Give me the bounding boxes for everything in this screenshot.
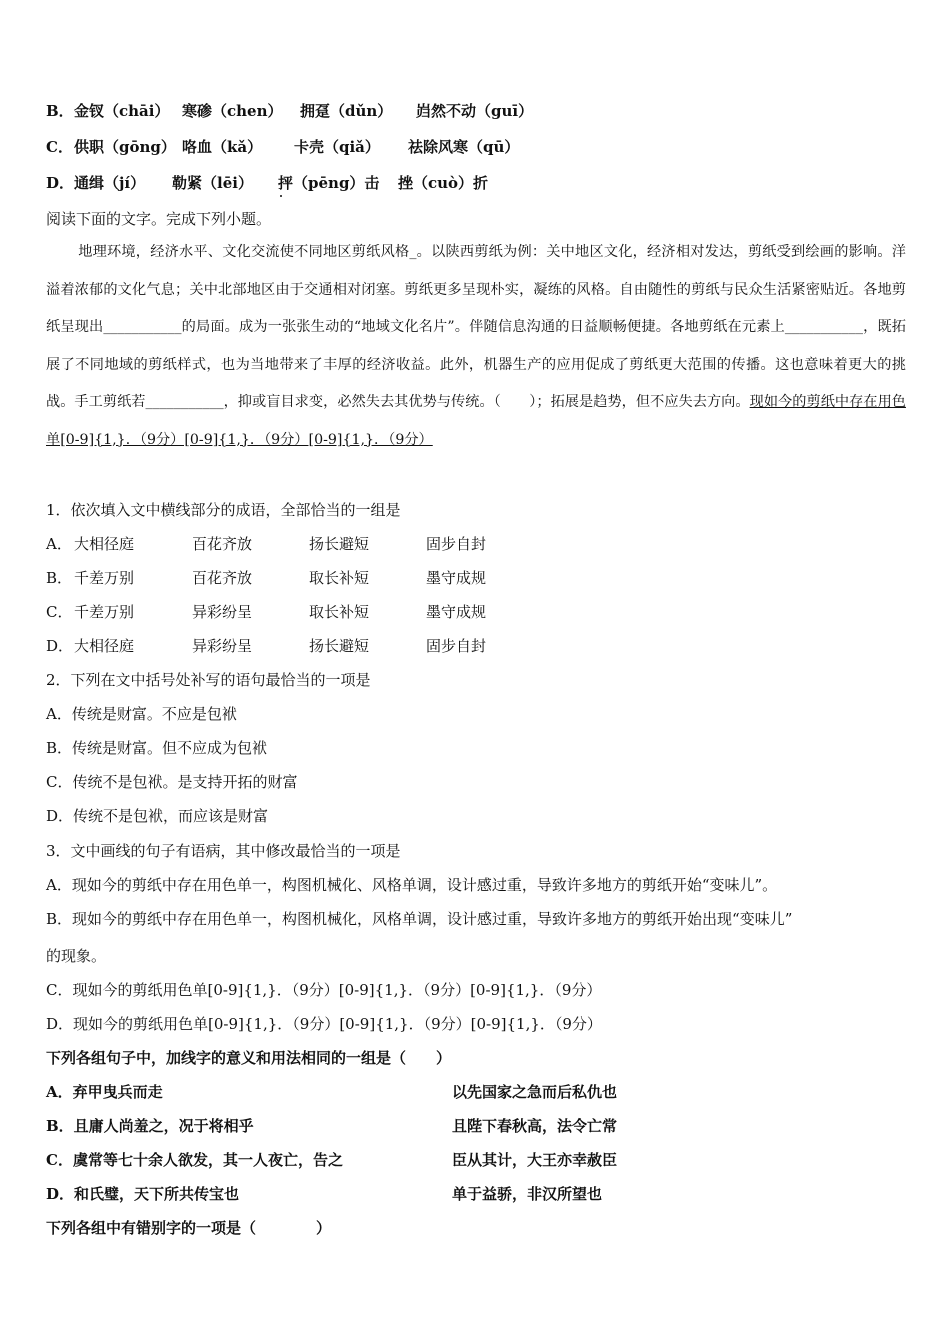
q4-option-c	[46, 1150, 906, 1170]
option-item: 大相径庭	[74, 637, 135, 655]
option-item: 固步自封	[426, 535, 487, 553]
option-item: 通缉（jí）	[74, 174, 146, 192]
option-right: 臣从其计，大王亦幸赦臣	[452, 1151, 618, 1169]
q2-option-a: A．传统是财富。不应是包袱	[46, 705, 237, 723]
q1-option-d	[46, 636, 906, 658]
option-item: 供职（gōng）	[74, 138, 176, 156]
underlined-sentence: 现如今的剪纸中存在用色单[0-9]{1,}．（9分）[0-9]{1,}．（9分）[0-9]{1,}．（9分）	[46, 394, 906, 448]
option-left: A．弃甲曳兵而走	[46, 1083, 163, 1101]
option-item: 大相径庭	[74, 535, 135, 553]
q3-option-b-continued: 的现象。	[46, 947, 107, 965]
pinyin-option-c	[46, 137, 906, 159]
option-left: B．且庸人尚羞之，况于将相乎	[46, 1117, 254, 1135]
q4-option-b	[46, 1116, 906, 1136]
question-1-stem: 1．依次填入文中横线部分的成语，全部恰当的一组是	[46, 501, 401, 519]
q2-option-d: D．传统不是包袱，而应该是财富	[46, 807, 269, 825]
option-item: 扬长避短	[309, 535, 370, 553]
option-letter: B．	[46, 569, 73, 587]
q4-option-d	[46, 1184, 906, 1204]
q3-option-c: C．现如今的剪纸用色单[0-9]{1,}．（9分）[0-9]{1,}．（9分）[0-9]{1,}．（9分）	[46, 981, 602, 999]
option-item: 勒紧（lēi）	[172, 174, 253, 192]
option-item: 异彩纷呈	[192, 637, 253, 655]
option-item: 墨守成规	[426, 603, 487, 621]
option-item: 挫（cuò）折	[398, 174, 489, 192]
q3-option-a: A．现如今的剪纸中存在用色单一，构图机械化、风格单调，设计感过重，导致许多地方的剪纸开始“变味儿”。	[46, 876, 778, 894]
passage-text: 地理环境，经济水平、文化交流使不同地区剪纸风格_。以陕西剪纸为例：关中地区文化，经济相对发达，剪纸受到绘画的影响。洋溢着浓郁的文化气息；关中北部地区由于交通相对闭塞。剪纸更多呈现朴实，凝练的风格。自由随性的剪纸与民众生活紧密贴近。各地剪纸呈现出___________的局面。成为一张张生动的“地域文化名片”。伴随信息沟通的日益顺畅便捷。各地剪纸在元素上___________，既拓展了不同地域的剪纸样式，也为当地带来了丰厚的经济收益。此外，机器生产的应用促成了剪纸更大范围的传播。这也意味着更大的挑战。手工剪纸若___________，抑或盲目求变，必然失去其优势与传统。（ ）；拓展是趋势，但不应失去方向。	[46, 244, 906, 410]
option-item: 金钗（chāi）	[74, 102, 170, 120]
pinyin-option-d	[46, 173, 906, 195]
option-item: 卡壳（qiǎ）	[294, 138, 380, 156]
question-4-stem: 下列各组句子中，加线字的意义和用法相同的一组是（ ）	[46, 1049, 452, 1067]
option-right: 且陛下春秋高，法令亡常	[452, 1117, 618, 1135]
option-right: 单于益骄，非汉所望也	[452, 1185, 603, 1203]
option-item: 抨（pēng）击	[278, 174, 380, 192]
option-item: 百花齐放	[192, 535, 253, 553]
option-item: 拥趸（dǔn）	[300, 102, 393, 120]
option-item: 扬长避短	[309, 637, 370, 655]
option-item: 取长补短	[309, 603, 370, 621]
question-3-stem: 3．文中画线的句子有语病，其中修改最恰当的一项是	[46, 842, 401, 860]
q1-option-c	[46, 602, 906, 624]
option-letter: D．	[46, 174, 75, 192]
option-letter: C．	[46, 603, 73, 621]
q3-option-d: D．现如今的剪纸用色单[0-9]{1,}．（9分）[0-9]{1,}．（9分）[0-9]{1,}．（9分）	[46, 1015, 602, 1033]
option-item: 寒碜（chen）	[182, 102, 283, 120]
option-letter: D．	[46, 637, 74, 655]
option-letter: A．	[46, 535, 72, 553]
option-left: D．和氏璧，天下所共传宝也	[46, 1185, 240, 1203]
pinyin-option-b	[46, 101, 906, 123]
q2-option-c: C．传统不是包袱。是支持开拓的财富	[46, 773, 298, 791]
option-item: 异彩纷呈	[192, 603, 253, 621]
reading-passage	[46, 234, 906, 459]
option-item: 取长补短	[309, 569, 370, 587]
option-item: 咯血（kǎ）	[182, 138, 263, 156]
option-item: 固步自封	[426, 637, 487, 655]
question-5-stem: 下列各组中有错别字的一项是（ ）	[46, 1219, 332, 1237]
option-right: 以先国家之急而后私仇也	[452, 1083, 618, 1101]
option-letter: C．	[46, 138, 73, 156]
q3-option-b: B．现如今的剪纸中存在用色单一，构图机械化，风格单调，设计感过重，导致许多地方的剪纸开始出现“变味儿”	[46, 910, 793, 928]
option-left: C．虞常等七十余人欲发，其一人夜亡，告之	[46, 1151, 343, 1169]
option-item: 墨守成规	[426, 569, 487, 587]
q4-option-a	[46, 1082, 906, 1102]
q2-option-b: B．传统是财富。但不应成为包袱	[46, 739, 268, 757]
question-2-stem: 2．下列在文中括号处补写的语句最恰当的一项是	[46, 671, 371, 689]
q1-option-b	[46, 568, 906, 590]
reading-instruction: 阅读下面的文字。完成下列小题。	[46, 210, 272, 228]
option-letter: B．	[46, 102, 74, 120]
option-item: 百花齐放	[192, 569, 253, 587]
q1-option-a	[46, 534, 906, 556]
option-item: 千差万别	[74, 569, 135, 587]
option-item: 岿然不动（guī）	[416, 102, 534, 120]
option-item: 千差万别	[74, 603, 135, 621]
option-item: 祛除风寒（qū）	[408, 138, 520, 156]
